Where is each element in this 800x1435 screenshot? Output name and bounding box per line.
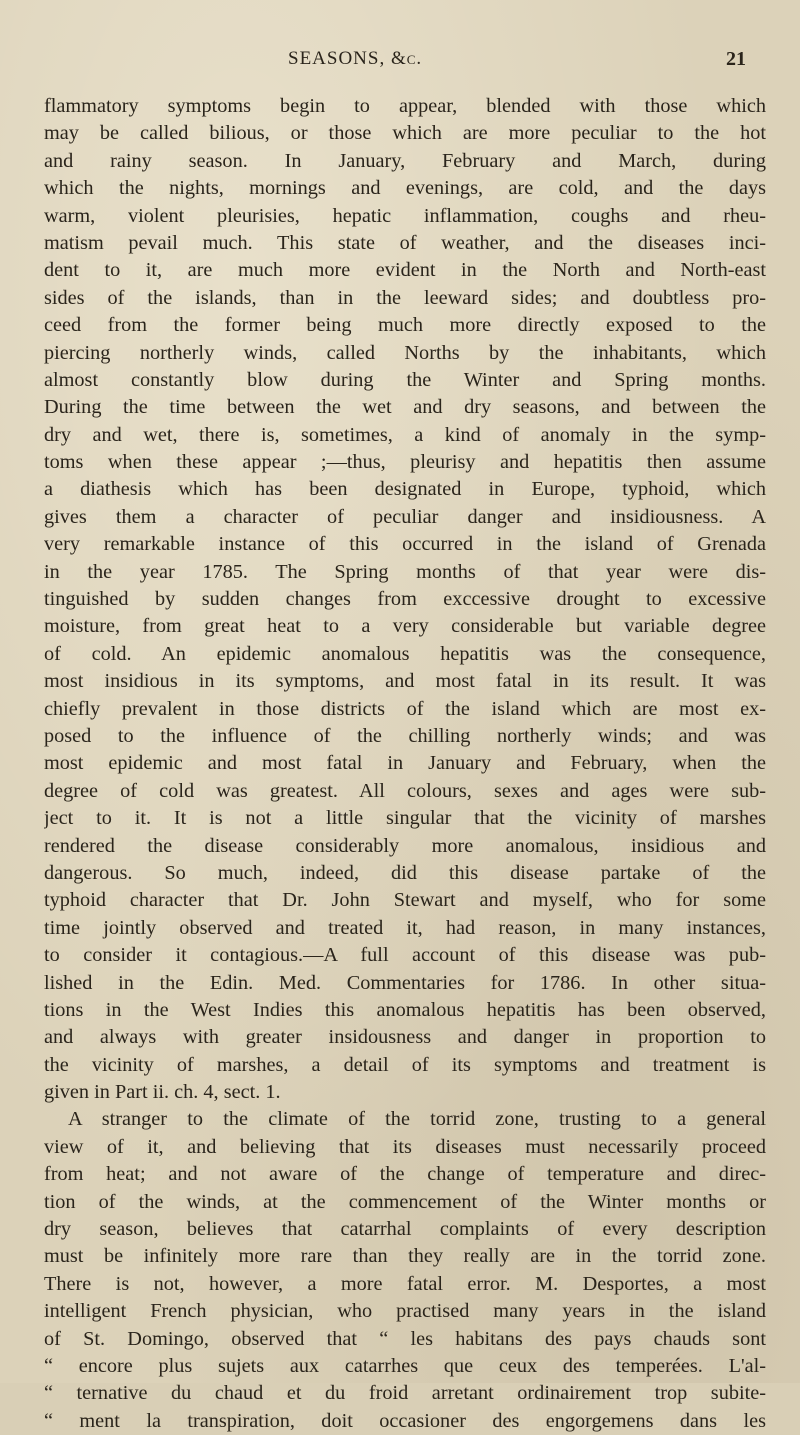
text-line: matism pevail much. This state of weather, and the diseases inci- — [44, 231, 766, 254]
text-line: During the time between the wet and dry seasons, and between the — [44, 396, 766, 419]
text-line: degree of cold was greatest. All colours, sexes and ages were sub- — [44, 779, 766, 802]
text-line: in the year 1785. The Spring months of that year were dis- — [44, 560, 766, 583]
text-line: piercing northerly winds, called Norths by the inhabitants, which — [44, 341, 766, 364]
text-line: view of it, and believing that its diseases must necessarily proceed — [44, 1135, 766, 1158]
text-line: a diathesis which has been designated in Europe, typhoid, which — [44, 478, 766, 501]
text-line: “ ment la transpiration, doit occasioner des engorgemens dans les — [44, 1409, 766, 1432]
text-line: dangerous. So much, indeed, did this disease partake of the — [44, 861, 766, 884]
text-line: almost constantly blow during the Winter and Spring months. — [44, 368, 766, 391]
text-line: may be called bilious, or those which are more peculiar to the hot — [44, 122, 766, 145]
text-line: rendered the disease considerably more anomalous, insidious and — [44, 834, 766, 857]
text-line: tinguished by sudden changes from exccessive drought to excessive — [44, 588, 766, 611]
text-line: “ encore plus sujets aux catarrhes que ceux des temperées. L'al- — [44, 1354, 766, 1377]
text-line: tion of the winds, at the commencement of the Winter months or — [44, 1190, 766, 1213]
text-line: sides of the islands, than in the leeward sides; and doubtless pro- — [44, 286, 766, 309]
text-line: and rainy season. In January, February and March, during — [44, 149, 766, 172]
text-line: moisture, from great heat to a very considerable but variable degree — [44, 615, 766, 638]
text-line: tions in the West Indies this anomalous hepatitis has been observed, — [44, 998, 766, 1021]
text-line: toms when these appear ;—thus, pleurisy and hepatitis then assume — [44, 451, 766, 474]
text-line: warm, violent pleurisies, hepatic inflammation, coughs and rheu- — [44, 204, 766, 227]
text-line: intelligent French physician, who practised many years in the island — [44, 1300, 766, 1323]
text-line: to consider it contagious.—A full account of this disease was pub- — [44, 944, 766, 967]
text-line: lished in the Edin. Med. Commentaries for 1786. In other situa- — [44, 971, 766, 994]
text-line: very remarkable instance of this occurred in the island of Grenada — [44, 533, 766, 556]
text-line: most insidious in its symptoms, and most fatal in its result. It was — [44, 670, 766, 693]
text-line: flammatory symptoms begin to appear, blended with those which — [44, 95, 766, 117]
text-line: dent to it, are much more evident in the North and North-east — [44, 259, 766, 282]
text-line: dry and wet, there is, sometimes, a kind of anomaly in the symp- — [44, 423, 766, 446]
text-line: There is not, however, a more fatal error. M. Desportes, a most — [44, 1272, 766, 1295]
page-number: 21 — [726, 48, 746, 70]
running-title: SEASONS, &c. — [288, 48, 423, 69]
text-line: the vicinity of marshes, a detail of its symptoms and treatment is — [44, 1053, 766, 1076]
text-body — [44, 93, 766, 1435]
text-line: posed to the influence of the chilling northerly winds; and was — [44, 724, 766, 747]
text-line: chiefly prevalent in those districts of the island which are most ex- — [44, 697, 766, 720]
text-line: gives them a character of peculiar danger and insidiousness. A — [44, 505, 766, 528]
text-line: of St. Domingo, observed that “ les habitans des pays chauds sont — [44, 1327, 766, 1350]
text-line: from heat; and not aware of the change of temperature and direc- — [44, 1163, 766, 1186]
text-line: time jointly observed and treated it, had reason, in many instances, — [44, 916, 766, 939]
text-line-paragraph-start: A stranger to the climate of the torrid zone, trusting to a general — [68, 1108, 766, 1131]
text-line: and always with greater insidousness and danger in proportion to — [44, 1026, 766, 1049]
text-line: must be infinitely more rare than they really are in the torrid zone. — [44, 1245, 766, 1268]
text-line: typhoid character that Dr. John Stewart and myself, who for some — [44, 889, 766, 912]
text-line: most epidemic and most fatal in January and February, when the — [44, 752, 766, 775]
text-line: ceed from the former being much more directly exposed to the — [44, 314, 766, 337]
text-line-paragraph-end: given in Part ii. ch. 4, sect. 1. — [44, 1081, 281, 1104]
text-line: dry season, believes that catarrhal complaints of every description — [44, 1218, 766, 1241]
text-line: of cold. An epidemic anomalous hepatitis was the consequence, — [44, 642, 766, 665]
text-line: “ ternative du chaud et du froid arretant ordinairement trop subite- — [44, 1382, 766, 1405]
text-line: which the nights, mornings and evenings, are cold, and the days — [44, 177, 766, 200]
running-head — [0, 48, 800, 78]
text-line: ject to it. It is not a little singular that the vicinity of marshes — [44, 807, 766, 830]
